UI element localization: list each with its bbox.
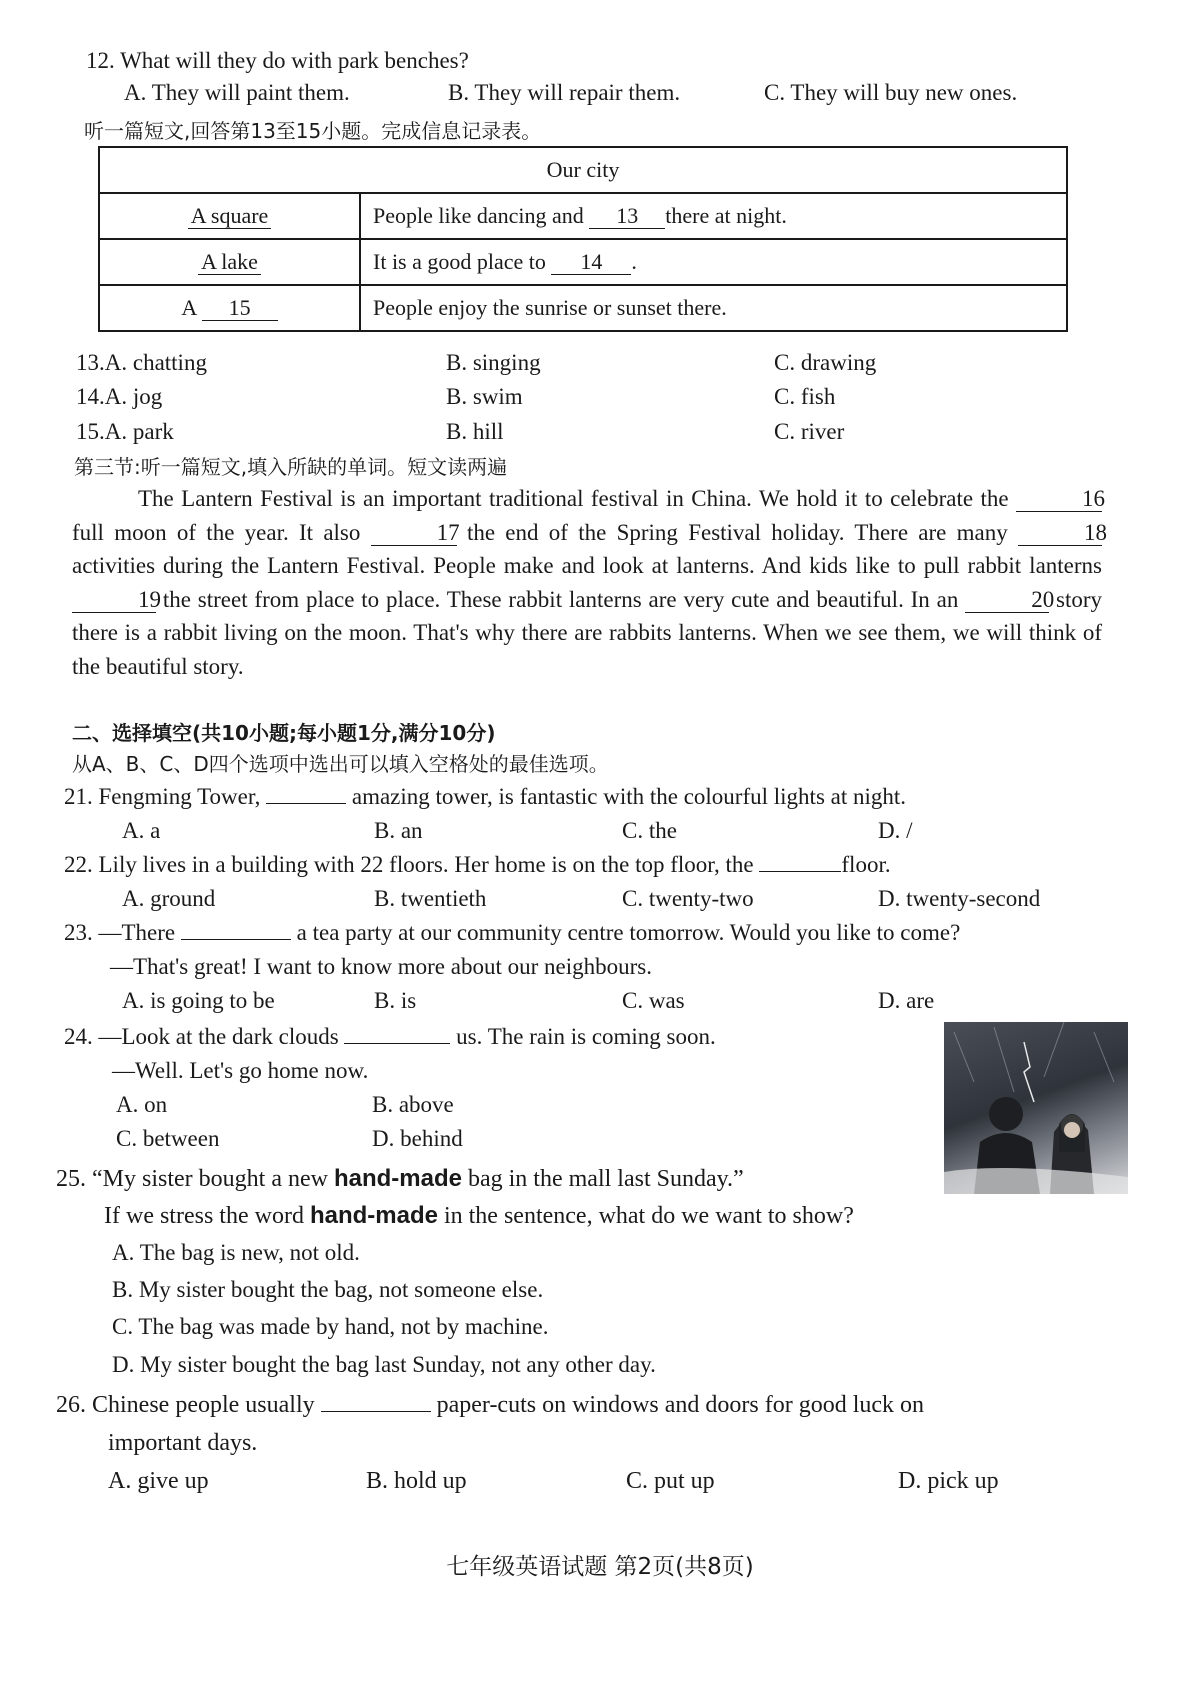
q26-stem-post: paper-cuts on windows and doors for good luck on: [436, 1392, 925, 1418]
passage-text: full moon of the year. It also: [72, 519, 361, 545]
blank-17: 17: [371, 521, 457, 546]
q22-stem-post: floor.: [841, 852, 891, 877]
place-prefix: A: [181, 295, 197, 320]
part2-title: 二、选择填空(共10小题;每小题1分,满分10分): [72, 721, 496, 745]
table-row: [99, 239, 1067, 285]
q23-stem-pre: 23. —There: [64, 920, 176, 945]
q15-option-c: C. river: [774, 419, 845, 444]
lantern-passage: [72, 482, 1108, 683]
q26-stem-pre: 26. Chinese people usually: [56, 1392, 315, 1418]
q25-stressed-word: hand-made: [309, 1202, 438, 1229]
q21-blank: [266, 803, 346, 804]
q24-stem-pre: 24. —Look at the dark clouds: [64, 1024, 339, 1049]
q23-blank: [181, 939, 291, 940]
q25-question: [104, 1201, 854, 1231]
q22-option-a: A. ground: [122, 886, 216, 911]
q13-option-c: C. drawing: [774, 350, 877, 375]
passage-text: The Lantern Festival is an important traditional festival in China. We hold it to celebrate the: [138, 486, 1009, 511]
passage-text: story there is a rabbit living on the moon. That's why there are rabbits lanterns. When we see them, we will think of the beautiful story.: [72, 586, 1103, 679]
q25-question-post: in the sentence, what do we want to show?: [443, 1203, 854, 1229]
blank-18: 18: [1018, 521, 1102, 546]
row-info-post: there at night.: [665, 203, 787, 228]
q14-option-a: 14.A. jog: [76, 384, 163, 409]
q21-option-a: A. a: [122, 818, 161, 843]
q21-stem: [64, 782, 906, 812]
q15-option-b: B. hill: [446, 419, 504, 444]
q23-option-a: A. is going to be: [122, 988, 275, 1013]
row-info-post: .: [631, 249, 637, 274]
q25-stressed-word: hand-made: [333, 1165, 462, 1192]
q21-stem-post: amazing tower, is fantastic with the colourful lights at night.: [351, 784, 907, 809]
q26-stem: [56, 1390, 924, 1420]
info-record-table: [98, 146, 1068, 332]
q21-option-d: D. /: [878, 818, 913, 843]
q26-option-c: C. put up: [626, 1468, 715, 1494]
q26-blank: [321, 1411, 431, 1412]
table-row: [99, 193, 1067, 239]
q24-option-b: B. above: [372, 1092, 454, 1117]
q23-stem: [64, 918, 960, 948]
blank-20: 20: [965, 588, 1049, 613]
part2-instruction: 从A、B、C、D四个选项中选出可以填入空格处的最佳选项。: [72, 752, 609, 776]
q25-option-d: D. My sister bought the bag last Sunday, not any other day.: [112, 1352, 656, 1377]
q24-blank: [344, 1043, 450, 1044]
q24-option-c: C. between: [116, 1126, 220, 1151]
q25-stem-pre: 25. “My sister bought a new: [56, 1166, 328, 1192]
q26-option-d: D. pick up: [898, 1468, 999, 1494]
q23-option-c: C. was: [622, 988, 685, 1013]
row-info: People enjoy the sunrise or sunset there.: [373, 295, 727, 320]
q24-stem-post: us. The rain is coming soon.: [456, 1024, 716, 1049]
q12-option-a: A. They will paint them.: [124, 80, 350, 105]
q12-option-c: C. They will buy new ones.: [764, 80, 1018, 105]
q22-blank: [759, 871, 841, 872]
q13-option-b: B. singing: [446, 350, 541, 375]
q13-option-a: 13.A. chatting: [76, 350, 207, 375]
place-name: A lake: [198, 249, 261, 275]
q22-option-c: C. twenty-two: [622, 886, 754, 911]
q21-stem-pre: 21. Fengming Tower,: [64, 784, 261, 809]
q15-option-a: 15.A. park: [76, 419, 174, 444]
q23-stem-post: a tea party at our community centre tomorrow. Would you like to come?: [296, 920, 961, 945]
q24-reply: —Well. Let's go home now.: [112, 1058, 369, 1083]
q25-question-pre: If we stress the word: [104, 1203, 304, 1229]
q14-option-c: C. fish: [774, 384, 836, 409]
blank-13: 13: [589, 204, 665, 229]
q25-option-b: B. My sister bought the bag, not someone else.: [112, 1277, 544, 1302]
blank-15: 15: [202, 296, 278, 321]
q26-option-a: A. give up: [108, 1468, 209, 1494]
q23-reply: —That's great! I want to know more about our neighbours.: [110, 954, 652, 979]
q23-option-d: D. are: [878, 988, 935, 1013]
dark-clouds-illustration: [944, 1022, 1128, 1194]
q24-stem: [64, 1022, 716, 1052]
row-info: It is a good place to: [373, 249, 546, 274]
q24-option-a: A. on: [116, 1092, 168, 1117]
q25-option-a: A. The bag is new, not old.: [112, 1240, 360, 1265]
q21-option-c: C. the: [622, 818, 677, 843]
q21-option-b: B. an: [374, 818, 423, 843]
passage-text: the street from place to place. These rabbit lanterns are very cute and beautiful. In an: [162, 586, 959, 612]
blank-16: 16: [1016, 487, 1102, 512]
q25-stem: [56, 1164, 744, 1194]
passage-text: activities during the Lantern Festival. People make and look at lanterns. And kids like to pull rabbit lanterns: [72, 553, 1102, 578]
q22-option-d: D. twenty-second: [878, 886, 1041, 911]
q26-stem-continued: important days.: [108, 1430, 258, 1456]
q24-option-d: D. behind: [372, 1126, 463, 1151]
passage-text: the end of the Spring Festival holiday. There are many: [466, 519, 1008, 545]
blank-14: 14: [551, 250, 631, 275]
q25-option-c: C. The bag was made by hand, not by machine.: [112, 1314, 549, 1339]
table-row: [99, 285, 1067, 331]
place-name: A square: [188, 203, 272, 229]
section3-title: 第三节:听一篇短文,填入所缺的单词。短文读两遍: [74, 455, 508, 479]
q12-option-b: B. They will repair them.: [448, 80, 681, 105]
listening-section-instruction: 听一篇短文,回答第13至15小题。完成信息记录表。: [84, 119, 542, 143]
q14-option-b: B. swim: [446, 384, 523, 409]
page-footer: 七年级英语试题 第2页(共8页): [446, 1554, 754, 1580]
table-title: Our city: [99, 147, 1067, 193]
q22-stem: [64, 850, 891, 880]
q22-stem-pre: 22. Lily lives in a building with 22 floors. Her home is on the top floor, the: [64, 852, 754, 877]
blank-19: 19: [72, 588, 156, 613]
q25-stem-post: bag in the mall last Sunday.”: [467, 1166, 744, 1192]
q26-option-b: B. hold up: [366, 1468, 467, 1494]
q22-option-b: B. twentieth: [374, 886, 487, 911]
row-info: People like dancing and: [373, 203, 584, 228]
q23-option-b: B. is: [374, 988, 417, 1013]
q12-stem: 12. What will they do with park benches?: [86, 48, 469, 73]
illustration-icon: [944, 1022, 1128, 1194]
